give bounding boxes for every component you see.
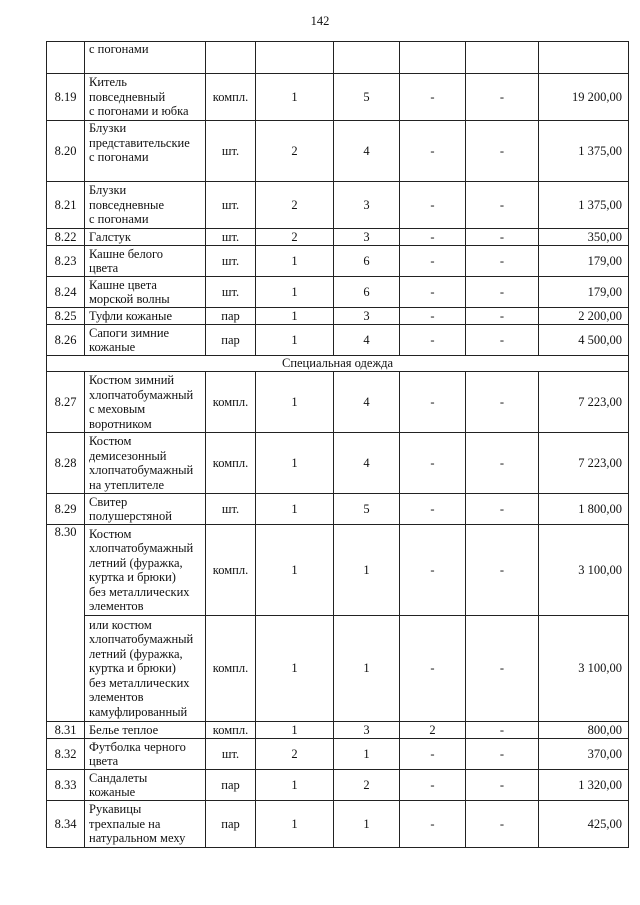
item-name-line: цвета	[89, 261, 119, 275]
item-number: 8.25	[47, 308, 85, 325]
item-qty-1: 1	[256, 74, 334, 121]
item-qty-2: 3	[334, 308, 400, 325]
table-row	[47, 182, 629, 229]
item-number: 8.28	[47, 433, 85, 494]
item-name	[85, 229, 206, 246]
item-unit: компл.	[206, 525, 256, 616]
item-qty-4: -	[466, 770, 539, 801]
item-qty-3: -	[400, 739, 466, 770]
item-price: 1 375,00	[539, 121, 629, 182]
item-name-line: летний (фуражка,	[89, 646, 183, 661]
item-name-line: демисезонный	[89, 448, 167, 463]
item-name	[85, 308, 206, 325]
item-qty-4: -	[466, 801, 539, 848]
item-name-line: Блузки	[89, 183, 127, 198]
item-qty-3: -	[400, 801, 466, 848]
item-name-line: с погонами и юбка	[89, 104, 189, 119]
item-price: 3 100,00	[539, 616, 629, 722]
item-qty-3: -	[400, 246, 466, 277]
item-name-line: кожаные	[89, 340, 136, 354]
item-qty-4: -	[466, 74, 539, 121]
item-qty-4: -	[466, 494, 539, 525]
item-qty-3: -	[400, 616, 466, 722]
item-number: 8.24	[47, 277, 85, 308]
item-name-line: с меховым	[89, 402, 146, 416]
item-qty-1: 2	[256, 182, 334, 229]
item-qty-3: -	[400, 494, 466, 525]
item-number: 8.34	[47, 801, 85, 848]
item-number: 8.32	[47, 739, 85, 770]
item-price: 350,00	[539, 229, 629, 246]
item-qty-2: 6	[334, 246, 400, 277]
item-name-line: хлопчатобумажный	[89, 632, 194, 647]
item-price: 1 320,00	[539, 770, 629, 801]
item-number: 8.29	[47, 494, 85, 525]
item-name-line: с погонами	[89, 42, 149, 56]
item-price: 425,00	[539, 801, 629, 848]
item-name-line: Галстук	[89, 229, 131, 244]
item-qty-3: -	[400, 525, 466, 616]
item-number: 8.20	[47, 121, 85, 182]
item-price: 4 500,00	[539, 325, 629, 356]
item-unit: шт.	[206, 229, 256, 246]
item-name-line: хлопчатобумажный	[89, 541, 194, 555]
item-qty-1: 1	[256, 372, 334, 433]
item-unit: компл.	[206, 433, 256, 494]
item-qty-3	[400, 42, 466, 74]
item-name-line: Белье теплое	[89, 722, 159, 737]
item-unit: пар	[206, 770, 256, 801]
clothing-norms-table	[46, 41, 629, 848]
item-unit: компл.	[206, 616, 256, 722]
table-row	[47, 433, 629, 494]
item-name	[85, 182, 206, 229]
item-number: 8.19	[47, 74, 85, 121]
item-qty-4: -	[466, 739, 539, 770]
item-qty-1	[256, 42, 334, 74]
item-qty-1: 1	[256, 246, 334, 277]
item-price: 179,00	[539, 246, 629, 277]
table-row	[47, 739, 629, 770]
item-name	[85, 739, 206, 770]
item-name	[85, 722, 206, 739]
item-name	[85, 74, 206, 121]
item-unit	[206, 42, 256, 74]
item-qty-4: -	[466, 722, 539, 739]
item-name-line: камуфлированный	[89, 704, 188, 719]
item-qty-2	[334, 42, 400, 74]
item-name-line: Костюм	[89, 434, 132, 448]
item-qty-1: 2	[256, 739, 334, 770]
item-unit: пар	[206, 308, 256, 325]
item-qty-1: 2	[256, 121, 334, 182]
item-qty-3: -	[400, 308, 466, 325]
item-name-line: Свитер	[89, 494, 128, 509]
item-unit: шт.	[206, 494, 256, 525]
item-name-line: Кашне белого	[89, 246, 164, 261]
item-qty-2: 5	[334, 494, 400, 525]
table-row	[47, 372, 629, 433]
item-name-line: элементов	[89, 690, 144, 705]
item-qty-2: 1	[334, 525, 400, 616]
item-number: 8.22	[47, 229, 85, 246]
item-name-line: трехпалые на	[89, 816, 161, 831]
item-name	[85, 277, 206, 308]
item-number: 8.31	[47, 722, 85, 739]
item-name-line: Туфли кожаные	[89, 308, 172, 323]
item-qty-4: -	[466, 372, 539, 433]
item-qty-1: 1	[256, 722, 334, 739]
item-price: 2 200,00	[539, 308, 629, 325]
item-qty-2: 5	[334, 74, 400, 121]
item-qty-2: 4	[334, 372, 400, 433]
item-unit: шт.	[206, 121, 256, 182]
item-name	[85, 616, 206, 722]
item-qty-4: -	[466, 277, 539, 308]
item-number: 8.30	[47, 525, 85, 722]
section-title: Специальная одежда	[47, 356, 629, 372]
item-price: 370,00	[539, 739, 629, 770]
item-name-line: летний (фуражка,	[89, 555, 183, 570]
item-qty-4: -	[466, 121, 539, 182]
item-qty-4: -	[466, 325, 539, 356]
item-qty-3: -	[400, 277, 466, 308]
item-name	[85, 246, 206, 277]
item-name-line: Блузки	[89, 121, 127, 135]
item-qty-1: 1	[256, 525, 334, 616]
item-qty-2: 3	[334, 229, 400, 246]
item-qty-3: -	[400, 74, 466, 121]
item-name-line: Футболка черного	[89, 739, 186, 754]
item-qty-2: 3	[334, 722, 400, 739]
item-name	[85, 494, 206, 525]
table-row	[47, 525, 629, 616]
item-name-line: Китель	[89, 75, 127, 90]
item-name-line: с погонами	[89, 150, 149, 164]
item-name-line: повседневный	[89, 89, 166, 104]
item-qty-4: -	[466, 246, 539, 277]
table-row	[47, 801, 629, 848]
item-qty-1: 1	[256, 494, 334, 525]
item-qty-3: -	[400, 182, 466, 229]
item-price	[539, 42, 629, 74]
item-name-line: кожаные	[89, 785, 136, 799]
item-price: 7 223,00	[539, 433, 629, 494]
item-qty-3: -	[400, 770, 466, 801]
item-name	[85, 42, 206, 74]
item-name	[85, 372, 206, 433]
item-price: 800,00	[539, 722, 629, 739]
item-name-line: цвета	[89, 754, 119, 768]
table-row	[47, 770, 629, 801]
item-qty-1: 1	[256, 277, 334, 308]
item-name	[85, 801, 206, 848]
item-name-line: с погонами	[89, 212, 149, 227]
item-price: 7 223,00	[539, 372, 629, 433]
item-unit: компл.	[206, 74, 256, 121]
item-price: 1 800,00	[539, 494, 629, 525]
item-number: 8.27	[47, 372, 85, 433]
item-qty-1: 1	[256, 433, 334, 494]
item-name-line: без металлических	[89, 675, 190, 690]
item-qty-4: -	[466, 308, 539, 325]
table-row	[47, 722, 629, 739]
item-qty-3: -	[400, 372, 466, 433]
item-qty-4: -	[466, 616, 539, 722]
item-number	[47, 42, 85, 74]
item-name-line: повседневные	[89, 197, 164, 212]
item-name	[85, 770, 206, 801]
item-name-line: Сапоги зимние	[89, 325, 170, 340]
item-name-line: куртка и брюки)	[89, 570, 176, 584]
item-unit: шт.	[206, 739, 256, 770]
item-qty-2: 1	[334, 739, 400, 770]
item-unit: шт.	[206, 246, 256, 277]
item-name-line: без металлических	[89, 584, 190, 599]
item-unit: компл.	[206, 722, 256, 739]
item-qty-2: 1	[334, 616, 400, 722]
table-row	[47, 308, 629, 325]
item-qty-1: 1	[256, 801, 334, 848]
item-name	[85, 433, 206, 494]
item-qty-3: -	[400, 229, 466, 246]
table-row	[47, 246, 629, 277]
item-name-line: натуральном меху	[89, 831, 186, 846]
item-price: 19 200,00	[539, 74, 629, 121]
item-name-line: Костюм	[89, 526, 132, 541]
item-name-line: Костюм зимний	[89, 373, 175, 387]
item-qty-3: -	[400, 325, 466, 356]
item-qty-3: -	[400, 121, 466, 182]
item-qty-2: 3	[334, 182, 400, 229]
item-price: 1 375,00	[539, 182, 629, 229]
table-row	[47, 325, 629, 356]
item-unit: шт.	[206, 182, 256, 229]
table-row	[47, 494, 629, 525]
item-qty-4: -	[466, 525, 539, 616]
section-row	[47, 356, 629, 372]
item-qty-1: 1	[256, 308, 334, 325]
table-row	[47, 121, 629, 182]
item-price: 3 100,00	[539, 525, 629, 616]
item-name	[85, 325, 206, 356]
table-row	[47, 277, 629, 308]
table-row	[47, 42, 629, 74]
item-name-line: представительские	[89, 135, 190, 150]
item-qty-2: 1	[334, 801, 400, 848]
item-name-line: Сандалеты	[89, 770, 148, 785]
item-unit: пар	[206, 801, 256, 848]
item-qty-1: 1	[256, 770, 334, 801]
item-qty-4	[466, 42, 539, 74]
item-unit: пар	[206, 325, 256, 356]
item-name	[85, 525, 206, 616]
item-name-line: полушерстяной	[89, 509, 172, 523]
item-name-line: на утеплителе	[89, 477, 165, 492]
item-qty-2: 2	[334, 770, 400, 801]
item-name-line: Кашне цвета	[89, 277, 157, 292]
table-row	[47, 616, 629, 722]
item-qty-1: 1	[256, 616, 334, 722]
item-name-line: хлопчатобумажный	[89, 463, 194, 477]
item-qty-2: 6	[334, 277, 400, 308]
item-unit: компл.	[206, 372, 256, 433]
item-name-line: Рукавицы	[89, 802, 142, 817]
item-qty-1: 2	[256, 229, 334, 246]
table-row	[47, 74, 629, 121]
item-name-line: куртка и брюки)	[89, 661, 176, 676]
item-name-line: воротником	[89, 416, 152, 431]
item-qty-2: 4	[334, 121, 400, 182]
item-name-line: элементов	[89, 599, 144, 613]
item-number: 8.26	[47, 325, 85, 356]
item-number: 8.23	[47, 246, 85, 277]
item-number: 8.33	[47, 770, 85, 801]
item-qty-4: -	[466, 229, 539, 246]
item-name-line: морской волны	[89, 292, 170, 306]
item-qty-2: 4	[334, 433, 400, 494]
item-name	[85, 121, 206, 182]
item-qty-2: 4	[334, 325, 400, 356]
item-qty-3: 2	[400, 722, 466, 739]
item-name-line: или костюм	[89, 617, 152, 632]
item-qty-1: 1	[256, 325, 334, 356]
table-row	[47, 229, 629, 246]
item-unit: шт.	[206, 277, 256, 308]
item-number: 8.21	[47, 182, 85, 229]
item-name-line: хлопчатобумажный	[89, 387, 194, 402]
item-qty-4: -	[466, 182, 539, 229]
item-qty-3: -	[400, 433, 466, 494]
item-price: 179,00	[539, 277, 629, 308]
item-qty-4: -	[466, 433, 539, 494]
page-number: 142	[310, 14, 330, 28]
